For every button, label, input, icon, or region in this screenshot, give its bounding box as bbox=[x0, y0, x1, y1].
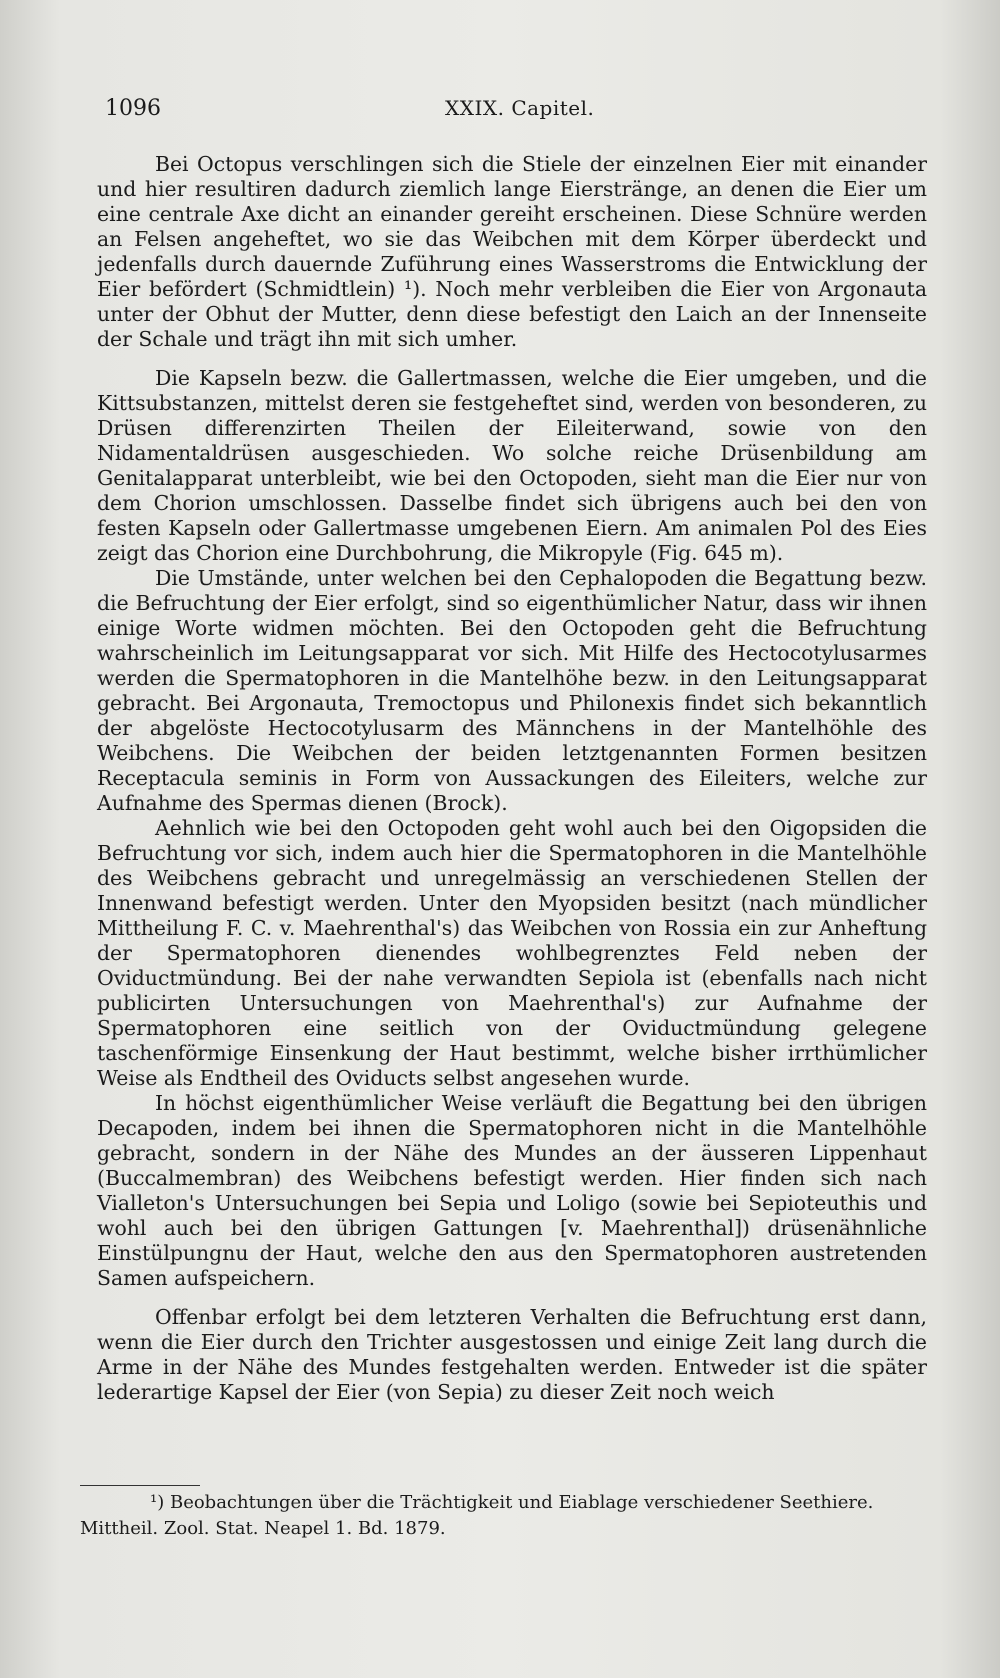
footnote-line: ¹) Beobachtungen über die Trächtigkeit und Eiablage verschiedener Seethiere. bbox=[150, 1492, 874, 1513]
paragraph: Offenbar erfolgt bei dem letzteren Verhalten die Befruchtung erst dann, wenn die Eier durch den Trichter ausgestossen und einige Zeit lang durch die Arme in der Nähe des Mundes festgehalten werden. Entweder ist die später lederartige Kapsel der Eier (von Sepia) zu dieser Zeit noch weich bbox=[97, 1305, 927, 1404]
paragraph: Die Umstände, unter welchen bei den Cephalopoden die Begattung bezw. die Befruchtung der Eier erfolgt, sind so eigenthümlicher Natur, dass wir ihnen einige Worte widmen möchten. Bei den Octopoden geht die Befruchtung wahrscheinlich im Leitungsapparat vor sich. Mit Hilfe des Hectocotylusarmes werden die Spermatophoren in die Mantelhöhe bezw. in den Leitungsapparat gebracht. Bei Argonauta, Tremoctopus und Philonexis findet sich bekanntlich der abgelöste Hectocotylusarm des Männchens in der Mantelhöhle des Weibchens. Die Weibchen der beiden letztgenannten Formen besitzen Receptacula seminis in Form von Aussackungen des Eileiters, welche zur Aufnahme des Spermas dienen (Brock). bbox=[97, 566, 927, 815]
footnote-rule bbox=[80, 1485, 200, 1486]
chapter-title: XXIX. Capitel. bbox=[445, 96, 595, 120]
running-header bbox=[105, 96, 925, 136]
footnote bbox=[80, 1485, 920, 1542]
paragraph: Die Kapseln bezw. die Gallertmassen, welche die Eier umgeben, und die Kittsubstanzen, mittelst deren sie festgeheftet sind, werden von besonderen, zu Drüsen differenzirten Theilen der Eileiterwand, sowie von den Nidamentaldrüsen ausgeschieden. Wo solche reiche Drüsenbildung am Genitalapparat unterbleibt, wie bei den Octopoden, sieht man die Eier nur von dem Chorion umschlossen. Dasselbe findet sich übrigens auch bei den von festen Kapseln oder Gallertmasse umgebenen Eiern. Am animalen Pol des Eies zeigt das Chorion eine Durchbohrung, die Mikropyle (Fig. 645 m). bbox=[97, 366, 927, 565]
footnote-line: Mittheil. Zool. Stat. Neapel 1. Bd. 1879. bbox=[80, 1518, 446, 1539]
page-number: 1096 bbox=[105, 96, 161, 121]
paragraph: Bei Octopus verschlingen sich die Stiele der einzelnen Eier mit einander und hier resultiren dadurch ziemlich lange Eierstränge, an denen die Eier um eine centrale Axe dicht an einander gereiht erscheinen. Diese Schnüre werden an Felsen angeheftet, wo sie das Weibchen mit dem Körper überdeckt und jedenfalls durch dauernde Zuführung eines Wasserstroms die Entwicklung der Eier befördert (Schmidtlein) ¹). Noch mehr verbleiben die Eier von Argonauta unter der Obhut der Mutter, denn diese befestigt den Laich an der Innenseite der Schale und trägt ihn mit sich umher. bbox=[97, 152, 927, 351]
paragraph: Aehnlich wie bei den Octopoden geht wohl auch bei den Oigopsiden die Befruchtung vor sich, indem auch hier die Spermatophoren in die Mantelhöhle des Weibchens gebracht und unregelmässig an verschiedenen Stellen der Innenwand befestigt werden. Unter den Myopsiden besitzt (nach mündlicher Mittheilung F. C. v. Maehrenthal's) das Weibchen von Rossia ein zur Anheftung der Spermatophoren dienendes wohlbegrenztes Feld neben der Oviductmündung. Bei der nahe verwandten Sepiola ist (ebenfalls nach nicht publicirten Untersuchungen von Maehrenthal's) zur Aufnahme der Spermatophoren eine seitlich von der Oviductmündung gelegene taschenförmige Einsenkung der Haut bestimmt, welche bisher irrthümlicher Weise als Endtheil des Oviducts selbst angesehen wurde. bbox=[97, 816, 927, 1090]
body-text bbox=[97, 152, 927, 1405]
paragraph: In höchst eigenthümlicher Weise verläuft die Begattung bei den übrigen Decapoden, indem bei ihnen die Spermatophoren nicht in die Mantelhöhle gebracht, sondern in der Nähe des Mundes an der äusseren Lippenhaut (Buccalmembran) des Weibchens befestigt werden. Hier finden sich nach Vialleton's Untersuchungen bei Sepia und Loligo (sowie bei Sepioteuthis und wohl auch bei den übrigen Gattungen [v. Maehrenthal]) drüsenähnliche Einstülpungnu der Haut, welche den aus den Spermatophoren austretenden Samen aufspeichern. bbox=[97, 1091, 927, 1290]
